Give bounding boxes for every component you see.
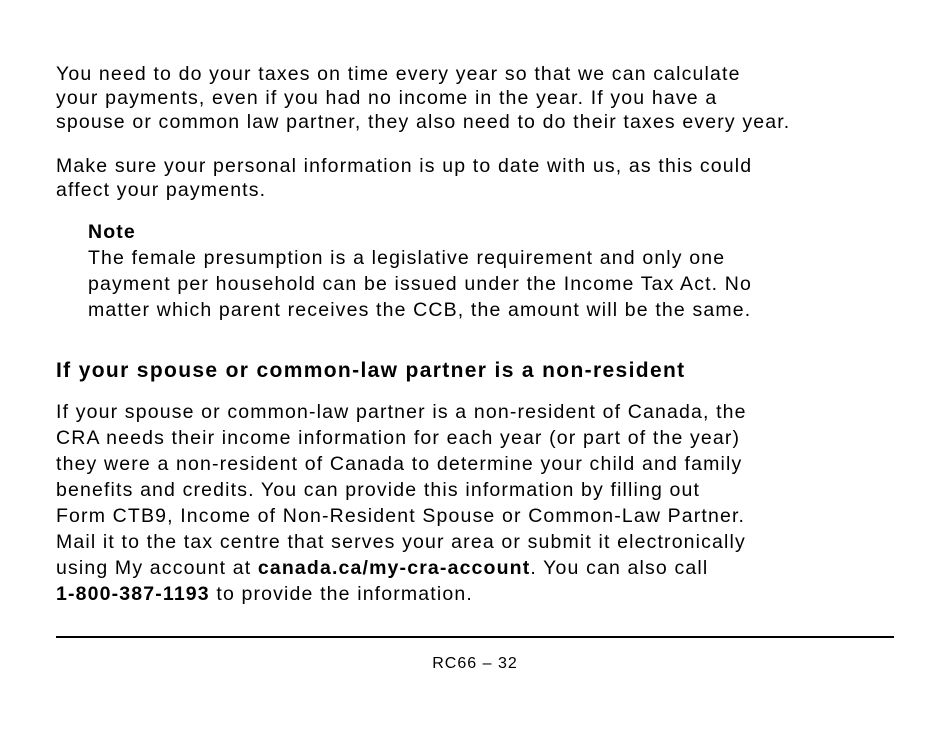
para1-line-1: You need to do your taxes on time every year so that we can calculate [56,63,741,85]
section-line-8-suffix: to provide the information. [209,583,473,605]
phone-number: 1-800-387-1193 [56,583,210,605]
section-line-2: CRA needs their income information for each year (or part of the year) [56,427,741,449]
section-line-3: they were a non-resident of Canada to determine your child and family [56,453,743,475]
section-heading: If your spouse or common-law partner is a non-resident [56,359,686,382]
note-line-3: matter which parent receives the CCB, the amount will be the same. [88,299,752,321]
para1-line-3: spouse or common law partner, they also need to do their taxes every year. [56,111,791,133]
note-line-2: payment per household can be issued under the Income Tax Act. No [88,273,753,295]
section-line-7-prefix: using My account at [56,557,258,579]
footer-divider [56,636,894,638]
note-title: Note [88,221,136,243]
section-line-1: If your spouse or common-law partner is a non-resident of Canada, the [56,401,747,423]
section-line-7-suffix: . You can also call [530,557,709,579]
page-number: RC66 – 32 [432,655,518,672]
section-line-4: benefits and credits. You can provide this information by filling out [56,479,701,501]
section-line-5: Form CTB9, Income of Non-Resident Spouse or Common-Law Partner. [56,505,746,527]
para2-line-2: affect your payments. [56,179,267,201]
cra-account-link[interactable]: canada.ca/my-cra-account [257,557,531,579]
para1-line-2: your payments, even if you had no income in the year. If you have a [56,87,718,109]
section-line-8 [56,582,473,606]
note-line-1: The female presumption is a legislative requirement and only one [88,247,726,269]
para2-line-1: Make sure your personal information is up to date with us, as this could [56,155,753,177]
section-line-7 [56,556,708,580]
section-line-6: Mail it to the tax centre that serves your area or submit it electronically [56,531,746,553]
